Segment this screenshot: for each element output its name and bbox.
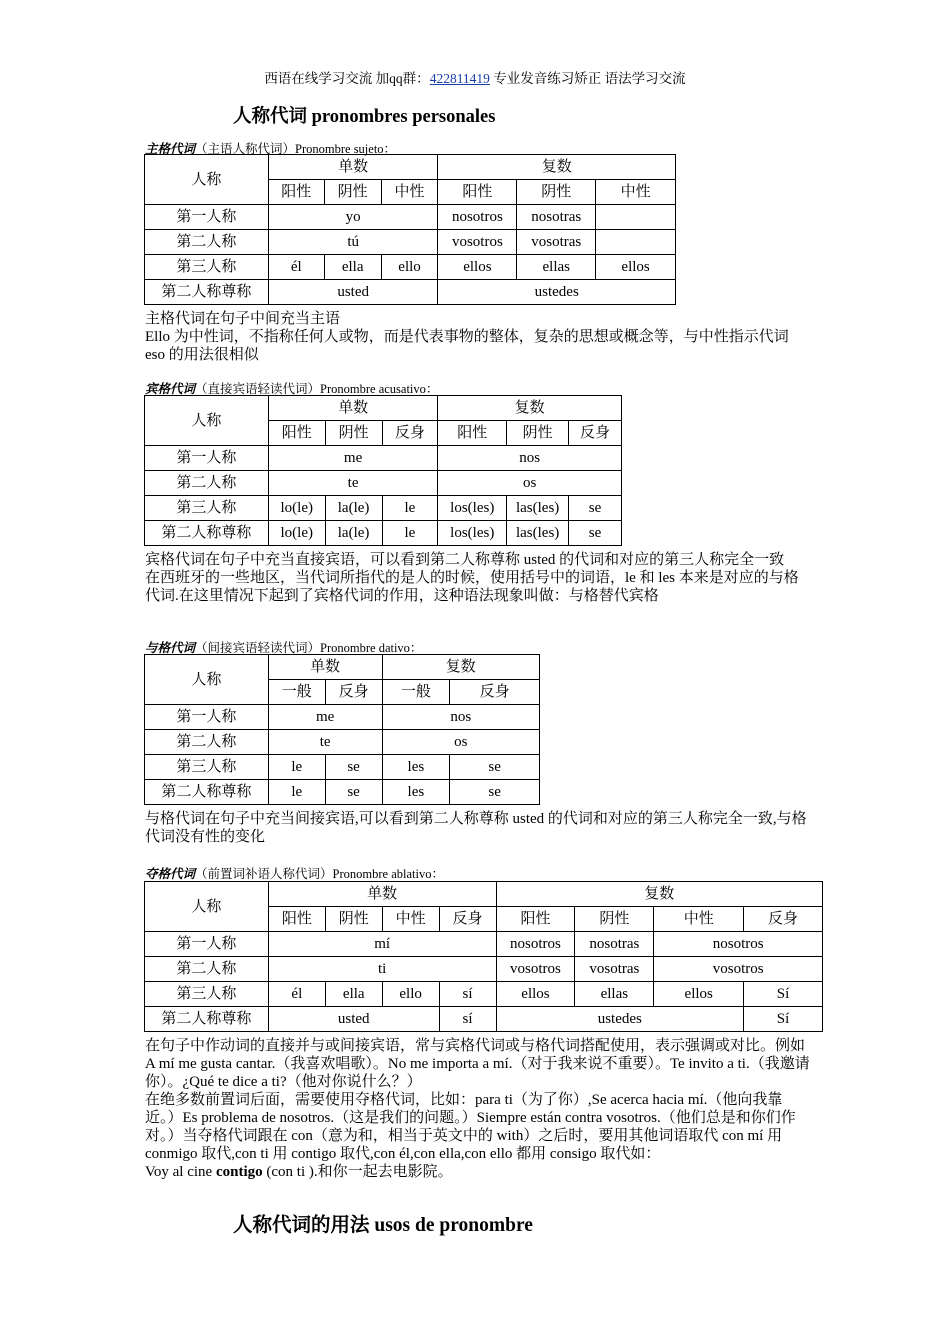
- table-cell: les: [382, 780, 450, 805]
- table-cell: nosotros: [496, 932, 575, 957]
- table-cell: se: [450, 780, 540, 805]
- subheader: 阴性: [507, 421, 569, 446]
- table-cell: se: [325, 755, 382, 780]
- table-cell: nosotros: [438, 205, 517, 230]
- subheader: 反身: [569, 421, 622, 446]
- table-cell: ellos: [654, 982, 744, 1007]
- table-cell: él: [268, 255, 324, 280]
- table-cell: tú: [268, 230, 438, 255]
- subheader: 阳性: [268, 421, 325, 446]
- table-cell: ellos: [496, 982, 575, 1007]
- table-cell: yo: [268, 205, 438, 230]
- table-cell: las(les): [507, 496, 569, 521]
- person-cell: 第三人称: [145, 255, 269, 280]
- section-desc: （主语人称代词）Pronombre sujeto：: [195, 142, 397, 156]
- table-cell: ti: [268, 957, 496, 982]
- table-cell: le: [382, 521, 438, 546]
- header-singular: 单数: [268, 882, 496, 907]
- table-row: [145, 1007, 823, 1032]
- section-desc: （前置词补语人称代词）Pronombre ablativo：: [195, 867, 444, 881]
- table-cell: nos: [438, 446, 622, 471]
- table-cell: me: [268, 446, 438, 471]
- table-cell: ellos: [438, 255, 517, 280]
- table-row: [145, 957, 823, 982]
- table-cell: os: [382, 730, 540, 755]
- table-cell: Sí: [744, 1007, 823, 1032]
- table-cell: le: [382, 496, 438, 521]
- table-cell: lo(le): [268, 496, 325, 521]
- table-cell: usted: [268, 280, 438, 305]
- table-cell: los(les): [438, 496, 507, 521]
- notes-acusativo: [145, 551, 810, 605]
- example-pre: Voy al cine: [145, 1164, 216, 1180]
- section-name: 主格代词: [145, 142, 196, 156]
- note-paragraph: 在绝多数前置词后面，需要使用夺格代词，比如：para ti（为了你）,Se acerca hacia mí.（他向我靠近。）Es problema de nosotros.（这是我们的问题。）Siempre están contra vosotros.（他们总是和你们作对。）当夺格代词跟在 con（意为和，相当于英文中的 with）之后时，要用其他词语取代 con mí 用 conmigo 取代,con ti 用 contigo 取代,con él,con ella,con ello 都用 consigo 取代如：: [145, 1092, 796, 1162]
- table-cell: ello: [382, 982, 439, 1007]
- person-cell: 第二人称尊称: [145, 280, 269, 305]
- person-cell: 第一人称: [145, 932, 269, 957]
- section-name: 与格代词: [145, 641, 196, 655]
- header-singular: 单数: [268, 655, 382, 680]
- example-bold-word: contigo: [215, 1164, 263, 1180]
- notes-dativo: [145, 810, 810, 846]
- section-label-ablativo: [145, 864, 444, 882]
- person-cell: 第三人称: [145, 496, 269, 521]
- table-row: [145, 730, 540, 755]
- table-row: [145, 280, 676, 305]
- table-cell: vosotras: [517, 230, 596, 255]
- table-cell: te: [268, 730, 382, 755]
- example-sentence: [145, 1163, 810, 1181]
- table-row: [145, 755, 540, 780]
- table-row: [145, 446, 622, 471]
- table-cell: nosotros: [654, 932, 823, 957]
- table-cell: sí: [439, 1007, 496, 1032]
- note-paragraph: 在西班牙的一些地区，当代词所指代的是人的时候，使用括号中的词语，le 和 les 本来是对应的与格代词.在这里情况下起到了宾格代词的作用，这种语法现象叫做：与格替代宾格: [145, 570, 799, 604]
- table-cell: ellas: [575, 982, 654, 1007]
- person-cell: 第二人称: [145, 230, 269, 255]
- table-row: [145, 471, 622, 496]
- table-cell: la(le): [325, 496, 382, 521]
- example-post: (con ti ).和你一起去电影院。: [262, 1164, 453, 1180]
- subheader: 反身: [450, 680, 540, 705]
- note-paragraph: 宾格代词在句子中充当直接宾语，可以看到第二人称尊称 usted 的代词和对应的第三人称完全一致: [145, 552, 785, 568]
- header-person: 人称: [145, 155, 269, 205]
- table-cell: [596, 230, 676, 255]
- table-cell: los(les): [438, 521, 507, 546]
- table-cell: la(le): [325, 521, 382, 546]
- table-acusativo: [144, 395, 622, 546]
- section-desc: （间接宾语轻读代词）Pronombre dativo：: [195, 641, 423, 655]
- person-cell: 第一人称: [145, 705, 269, 730]
- subheader: 阳性: [438, 180, 517, 205]
- table-cell: ellas: [517, 255, 596, 280]
- table-cell: ello: [381, 255, 438, 280]
- table-row: [145, 932, 823, 957]
- table-row: [145, 780, 540, 805]
- table-cell: os: [438, 471, 622, 496]
- note-paragraph: Ello 为中性词，不指称任何人或物，而是代表事物的整体，复杂的思想或概念等，与中性指示代词 eso 的用法很相似: [145, 329, 789, 363]
- table-row: [145, 655, 540, 680]
- person-cell: 第二人称: [145, 471, 269, 496]
- table-cell: lo(le): [268, 521, 325, 546]
- subheader: 一般: [382, 680, 450, 705]
- notes-ablativo: [145, 1037, 810, 1181]
- table-cell: Sí: [744, 982, 823, 1007]
- table-cell: mí: [268, 932, 496, 957]
- section-name: 夺格代词: [145, 867, 196, 881]
- subheader: 阳性: [496, 907, 575, 932]
- table-row: [145, 521, 622, 546]
- subheader: 一般: [268, 680, 325, 705]
- table-cell: nos: [382, 705, 540, 730]
- table-row: [145, 982, 823, 1007]
- table-cell: ustedes: [496, 1007, 744, 1032]
- table-cell: sí: [439, 982, 496, 1007]
- subheader: 反身: [325, 680, 382, 705]
- table-cell: vosotros: [654, 957, 823, 982]
- header-person: 人称: [145, 882, 269, 932]
- subheader: 反身: [439, 907, 496, 932]
- person-cell: 第三人称: [145, 982, 269, 1007]
- table-cell: él: [268, 982, 325, 1007]
- table-cell: vosotros: [496, 957, 575, 982]
- table-row: [145, 205, 676, 230]
- promo-header: [0, 67, 950, 87]
- header-person: 人称: [145, 655, 269, 705]
- subheader: 阴性: [517, 180, 596, 205]
- subheader: 阴性: [325, 907, 382, 932]
- person-cell: 第二人称尊称: [145, 521, 269, 546]
- header-plural: 复数: [382, 655, 540, 680]
- subheader: 阳性: [438, 421, 507, 446]
- page-title: 人称代词 pronombres personales: [233, 107, 496, 127]
- subheader: 中性: [381, 180, 438, 205]
- header-plural: 复数: [438, 396, 622, 421]
- person-cell: 第二人称尊称: [145, 780, 269, 805]
- person-cell: 第二人称: [145, 730, 269, 755]
- person-cell: 第一人称: [145, 446, 269, 471]
- subheader: 阳性: [268, 907, 325, 932]
- table-row: [145, 882, 823, 907]
- subheader: 阴性: [324, 180, 381, 205]
- subheader: 中性: [596, 180, 676, 205]
- table-row: [145, 255, 676, 280]
- header-suffix: 专业发音练习矫正 语法学习交流: [489, 71, 686, 86]
- header-prefix: 西语在线学习交流 加qq群：: [264, 71, 430, 86]
- table-cell: ellos: [596, 255, 676, 280]
- table-cell: te: [268, 471, 438, 496]
- header-plural: 复数: [496, 882, 823, 907]
- table-cell: nosotras: [517, 205, 596, 230]
- table-cell: les: [382, 755, 450, 780]
- note-paragraph: 主格代词在句子中间充当主语: [145, 311, 341, 327]
- table-sujeto: [144, 154, 676, 305]
- table-cell: se: [450, 755, 540, 780]
- qq-group-link[interactable]: 422811419: [429, 71, 490, 86]
- subheader: 中性: [382, 907, 439, 932]
- subheader: 阴性: [325, 421, 382, 446]
- usage-section-title: 人称代词的用法 usos de pronombre: [233, 1215, 533, 1236]
- table-row: [145, 230, 676, 255]
- person-cell: 第二人称: [145, 957, 269, 982]
- table-cell: nosotras: [575, 932, 654, 957]
- table-cell: le: [268, 755, 325, 780]
- header-plural: 复数: [438, 155, 676, 180]
- section-desc: （直接宾语轻读代词）Pronombre acusativo：: [195, 382, 439, 396]
- table-cell: usted: [268, 1007, 439, 1032]
- table-cell: ustedes: [438, 280, 676, 305]
- table-cell: ella: [324, 255, 381, 280]
- subheader: 反身: [744, 907, 823, 932]
- person-cell: 第一人称: [145, 205, 269, 230]
- header-singular: 单数: [268, 155, 438, 180]
- table-cell: las(les): [507, 521, 569, 546]
- table-cell: se: [569, 496, 622, 521]
- table-cell: se: [569, 521, 622, 546]
- table-cell: vosotros: [438, 230, 517, 255]
- table-cell: ella: [325, 982, 382, 1007]
- table-cell: le: [268, 780, 325, 805]
- table-row: [145, 396, 622, 421]
- table-row: [145, 155, 676, 180]
- note-paragraph: 在句子中作动词的直接并与或间接宾语，常与宾格代词或与格代词搭配使用，表示强调或对比。例如 A mí me gusta cantar.（我喜欢唱歌）。No me importa a mí.（对于我来说不重要）。Te invito a ti.（我邀请你）。¿Qué te dice a ti?（他对你说什么？）: [145, 1038, 810, 1090]
- table-dativo: [144, 654, 540, 805]
- subheader: 阳性: [268, 180, 324, 205]
- table-cell: se: [325, 780, 382, 805]
- table-cell: me: [268, 705, 382, 730]
- header-person: 人称: [145, 396, 269, 446]
- table-ablativo: [144, 881, 823, 1032]
- notes-sujeto: [145, 310, 810, 364]
- header-singular: 单数: [268, 396, 438, 421]
- table-cell: [596, 205, 676, 230]
- subheader: 反身: [382, 421, 438, 446]
- person-cell: 第二人称尊称: [145, 1007, 269, 1032]
- table-row: [145, 705, 540, 730]
- subheader: 阴性: [575, 907, 654, 932]
- section-name: 宾格代词: [145, 382, 196, 396]
- table-cell: vosotras: [575, 957, 654, 982]
- note-paragraph: 与格代词在句子中充当间接宾语,可以看到第二人称尊称 usted 的代词和对应的第三人称完全一致,与格代词没有性的变化: [145, 811, 807, 845]
- person-cell: 第三人称: [145, 755, 269, 780]
- subheader: 中性: [654, 907, 744, 932]
- table-row: [145, 496, 622, 521]
